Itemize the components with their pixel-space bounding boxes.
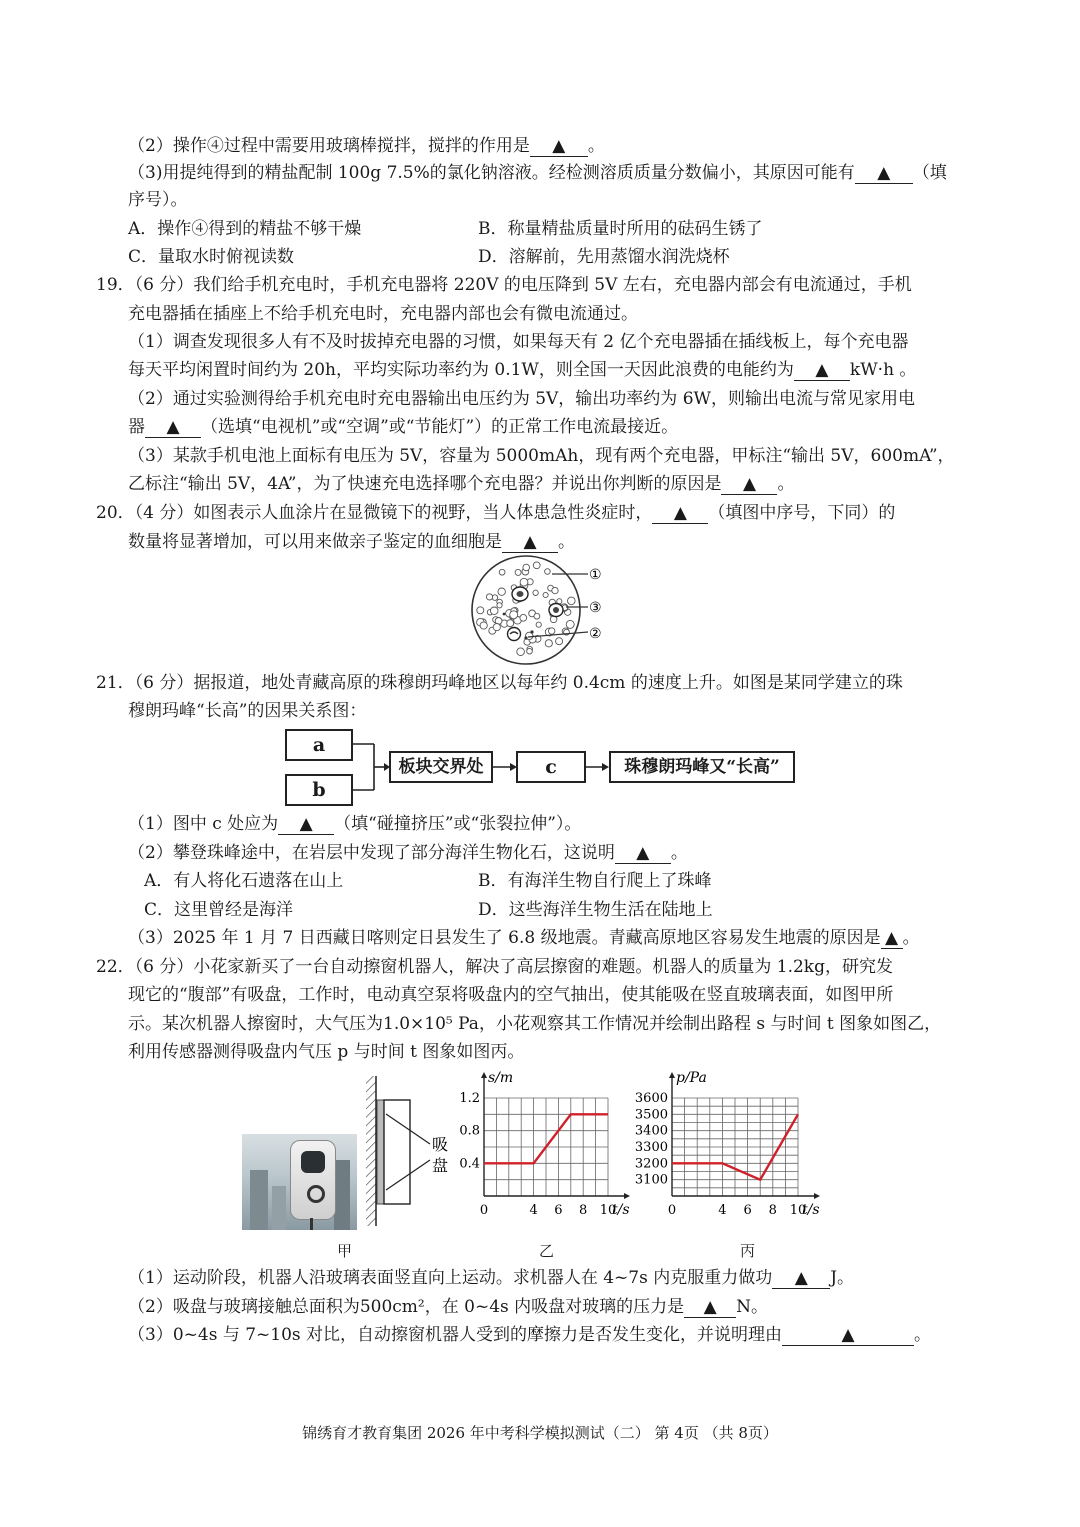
y-tick-label: 3100 xyxy=(634,1172,668,1188)
atmospheric-pressure-value: 1.0×10⁵ Pa xyxy=(383,1014,479,1034)
white-blood-cell xyxy=(508,628,521,641)
q22-part1: （1）运动阶段，机器人沿玻璃表面竖直向上运动。求机器人在 4~7s 内克服重力做功 ▲ J。 xyxy=(128,1268,855,1288)
x-tick-label: 0 xyxy=(479,1203,489,1218)
red-blood-cell xyxy=(556,638,563,645)
white-blood-cell-nucleus xyxy=(553,607,559,613)
x-tick-label: 0 xyxy=(667,1203,677,1218)
x-tick-label: 10 xyxy=(599,1203,617,1218)
answer-blank[interactable]: ▲ xyxy=(502,532,558,553)
p-t-chart xyxy=(628,1064,840,1224)
q19-part3-cont: 乙标注“输出 5V，4A”，为了快速充电选择哪个充电器？并说出你判断的原因是 ▲ 。 xyxy=(128,474,795,494)
q18-option-c: C．量取水时俯视读数 xyxy=(128,247,295,267)
red-blood-cell xyxy=(498,588,505,595)
y-tick-label: 0.4 xyxy=(459,1156,480,1172)
y-axis-arrow xyxy=(669,1072,675,1078)
answer-blank[interactable]: ▲ xyxy=(721,474,777,495)
answer-blank[interactable]: ▲ xyxy=(772,1268,830,1289)
answer-blank[interactable]: ▲ xyxy=(530,136,588,157)
q22-stem-4: 利用传感器测得吸盘内气压 p 与时间 t 图象如图丙。 xyxy=(128,1042,525,1062)
q19-part2-cont: 器 ▲ （选填“电视机”或“空调”或“节能灯”）的正常工作电流最接近。 xyxy=(128,417,679,437)
q18-part3-cont: 序号）。 xyxy=(128,190,188,210)
x-tick-label: 8 xyxy=(768,1203,777,1218)
q20-stem-2: 数量将显著增加，可以用来做亲子鉴定的血细胞是 ▲ 。 xyxy=(128,532,575,552)
red-blood-cell xyxy=(486,594,492,600)
q19-stem-1: 19．（6 分）我们给手机充电时，手机充电器将 220V 的电压降到 5V 左右，充电器内部会有电流通过，手机 xyxy=(96,275,912,295)
q21-option-c: C．这里曾经是海洋 xyxy=(144,900,294,920)
x-tick-label: 6 xyxy=(554,1203,563,1218)
flow-box-c: c xyxy=(516,751,586,783)
q21-stem-2: 穆朗玛峰“长高”的因果关系图： xyxy=(128,701,367,721)
flow-box-b: b xyxy=(285,774,353,806)
caption-bing: 丙 xyxy=(740,1242,756,1260)
contact-area-value: 500cm² xyxy=(359,1297,425,1317)
q20-stem-1: 20．（4 分）如图表示人血涂片在显微镜下的视野，当人体患急性炎症时， ▲ （填图中序号，下同）的 xyxy=(96,503,896,523)
y-tick-label: 3300 xyxy=(634,1140,668,1155)
answer-blank[interactable]: ▲ xyxy=(782,1325,914,1346)
y-axis-label: s/m xyxy=(488,1070,514,1086)
label-3: ③ xyxy=(589,600,602,616)
y-tick-label: 0.8 xyxy=(459,1123,480,1139)
q21-option-d: D．这些海洋生物生活在陆地上 xyxy=(478,900,713,920)
suction-label-1: 吸 xyxy=(432,1135,449,1154)
red-blood-cell xyxy=(520,614,527,621)
red-blood-cell xyxy=(566,620,574,628)
red-blood-cell xyxy=(549,628,555,634)
red-blood-cell xyxy=(507,620,514,627)
red-blood-cell xyxy=(527,648,533,654)
q21-stem-1: 21．（6 分）据报道，地处青藏高原的珠穆朗玛峰地区以每年约 0.4cm 的速度上升。如图是某同学建立的珠 xyxy=(96,673,903,693)
q19-stem-2: 充电器插在插座上不给手机充电时，充电器内部也会有微电流通过。 xyxy=(128,304,638,324)
red-blood-cell xyxy=(543,592,548,597)
q22-part2: （2）吸盘与玻璃接触总面积为500cm²，在 0~4s 内吸盘对玻璃的压力是 ▲ N。 xyxy=(128,1297,769,1317)
q19-part2: （2）通过实验测得给手机充电时充电器输出电压约为 5V，输出功率约为 6W，则输出电流与常见家用电 xyxy=(128,389,916,409)
x-tick-label: 4 xyxy=(718,1203,727,1218)
y-axis-arrow xyxy=(481,1072,487,1078)
q18-part3: （3)用提纯得到的精盐配制 100g 7.5%的氯化钠溶液。经检测溶质质量分数偏小，其原因可能有 ▲ （填 xyxy=(128,163,947,183)
wall-hatch xyxy=(366,1076,376,1226)
flow-box-a: a xyxy=(285,729,353,761)
answer-blank[interactable]: ▲ xyxy=(652,503,708,524)
red-blood-cell xyxy=(480,622,487,629)
y-tick-label: 3200 xyxy=(634,1156,668,1172)
red-blood-cell xyxy=(568,597,576,605)
q22-stem-1: 22．（6 分）小花家新买了一台自动擦窗机器人，解决了高层擦窗的难题。机器人的质量为 1.2kg，研究发 xyxy=(96,957,893,977)
window-robot-photo xyxy=(242,1134,357,1230)
glass-pane xyxy=(377,1100,384,1204)
answer-blank[interactable]: ▲ xyxy=(278,814,334,835)
answer-blank[interactable]: ▲ xyxy=(615,843,671,864)
red-blood-cell xyxy=(517,648,525,656)
answer-blank[interactable]: ▲ xyxy=(794,360,850,381)
answer-blank[interactable]: ▲ xyxy=(684,1297,736,1318)
red-blood-cell xyxy=(493,624,500,631)
y-tick-label: 3600 xyxy=(634,1091,668,1106)
red-blood-cell xyxy=(533,562,540,569)
answer-blank[interactable]: ▲ xyxy=(881,928,903,949)
red-blood-cell xyxy=(497,603,502,608)
x-axis-label: t/s xyxy=(612,1202,630,1218)
x-tick-label: 8 xyxy=(579,1203,588,1218)
red-blood-cell xyxy=(533,590,538,595)
red-blood-cell xyxy=(552,587,558,593)
x-tick-label: 6 xyxy=(743,1203,752,1218)
q19-part3: （3）某款手机电池上面标有电压为 5V，容量为 5000mAh，现有两个充电器，甲标注“输出 5V，600mA”， xyxy=(128,446,955,466)
q18-part2: （2）操作④过程中需要用玻璃棒搅拌，搅拌的作用是 ▲ 。 xyxy=(128,136,605,156)
x-axis-arrow xyxy=(814,1193,820,1199)
red-blood-cell xyxy=(536,622,541,627)
flow-box-result: 珠穆朗玛峰又“长高” xyxy=(609,751,795,783)
q19-part1: （1）调查发现很多人有不及时拔掉充电器的习惯，如果每天有 2 亿个充电器插在插线板上，每个充电器 xyxy=(128,332,909,352)
caption-yi: 乙 xyxy=(539,1242,555,1260)
flow-box-plate-boundary: 板块交界处 xyxy=(389,751,493,783)
label-2: ② xyxy=(589,626,602,642)
q18-option-a: A．操作④得到的精盐不够干燥 xyxy=(128,219,362,239)
white-blood-cell-nucleus xyxy=(517,591,524,597)
y-axis-label: p/Pa xyxy=(676,1070,707,1086)
page-footer: 锦绣育才教育集团 2026 年中考科学模拟测试（二） 第 4页 （共 8页） xyxy=(302,1424,778,1442)
x-axis-label: t/s xyxy=(802,1202,820,1218)
y-tick-label: 3500 xyxy=(634,1107,668,1123)
answer-blank[interactable]: ▲ xyxy=(145,417,201,438)
q18-option-d: D．溶解前，先用蒸馏水润洗烧杯 xyxy=(478,247,730,267)
q21-option-a: A．有人将化石遗落在山上 xyxy=(144,871,344,891)
red-blood-cell xyxy=(499,569,505,575)
robot-icon xyxy=(290,1140,336,1220)
label-line-2 xyxy=(528,632,588,637)
blood-smear-figure xyxy=(468,552,618,670)
q21-part2: （2）攀登珠峰途中，在岩层中发现了部分海洋生物化石，这说明 ▲ 。 xyxy=(128,843,688,863)
red-blood-cell xyxy=(477,607,484,614)
red-blood-cell xyxy=(523,564,530,571)
suction-label-2: 盘 xyxy=(432,1156,449,1175)
q22-stem-2: 现它的“腹部”有吸盘，工作时，电动真空泵将吸盘内的空气抽出，使其能吸在竖直玻璃表面，如图甲所 xyxy=(128,985,894,1005)
red-blood-cell xyxy=(510,611,518,619)
caption-jia: 甲 xyxy=(337,1242,353,1260)
red-blood-cell xyxy=(545,569,551,575)
q21-part1: （1）图中 c 处应为 ▲ （填“碰撞挤压”或“张裂拉伸”）。 xyxy=(128,814,582,834)
answer-blank[interactable]: ▲ xyxy=(855,163,913,184)
s-t-chart xyxy=(446,1064,646,1224)
red-blood-cell xyxy=(490,607,498,615)
x-tick-label: 4 xyxy=(529,1203,538,1218)
label-1: ① xyxy=(589,567,602,583)
y-tick-label: 1.2 xyxy=(459,1091,480,1106)
q21-option-b: B．有海洋生物自行爬上了珠峰 xyxy=(478,871,712,891)
q21-part3: （3）2025 年 1 月 7 日西藏日喀则定日县发生了 6.8 级地震。青藏高原地区容易发生地震的原因是 ▲ 。 xyxy=(128,928,920,948)
red-blood-cell xyxy=(545,640,552,647)
y-tick-label: 3400 xyxy=(634,1123,668,1139)
q22-stem-3: 示。某次机器人擦窗时，大气压为1.0×10⁵ Pa，小花观察其工作情况并绘制出路程 s 与时间 t 图象如图乙， xyxy=(128,1014,942,1034)
red-blood-cell xyxy=(534,613,540,619)
red-blood-cell xyxy=(515,569,521,575)
q18-option-b: B．称量精盐质量时所用的砝码生锈了 xyxy=(478,219,763,239)
x-tick-label: 10 xyxy=(789,1203,807,1218)
q19-part1-cont: 每天平均闲置时间约为 20h，平均实际功率约为 0.1W，则全国一天因此浪费的电能约为 ▲ kW·h 。 xyxy=(128,360,917,380)
red-blood-cell xyxy=(520,578,528,586)
q22-part3: （3）0~4s 与 7~10s 对比，自动擦窗机器人受到的摩擦力是否发生变化，并说明理由 ▲ 。 xyxy=(128,1325,932,1345)
